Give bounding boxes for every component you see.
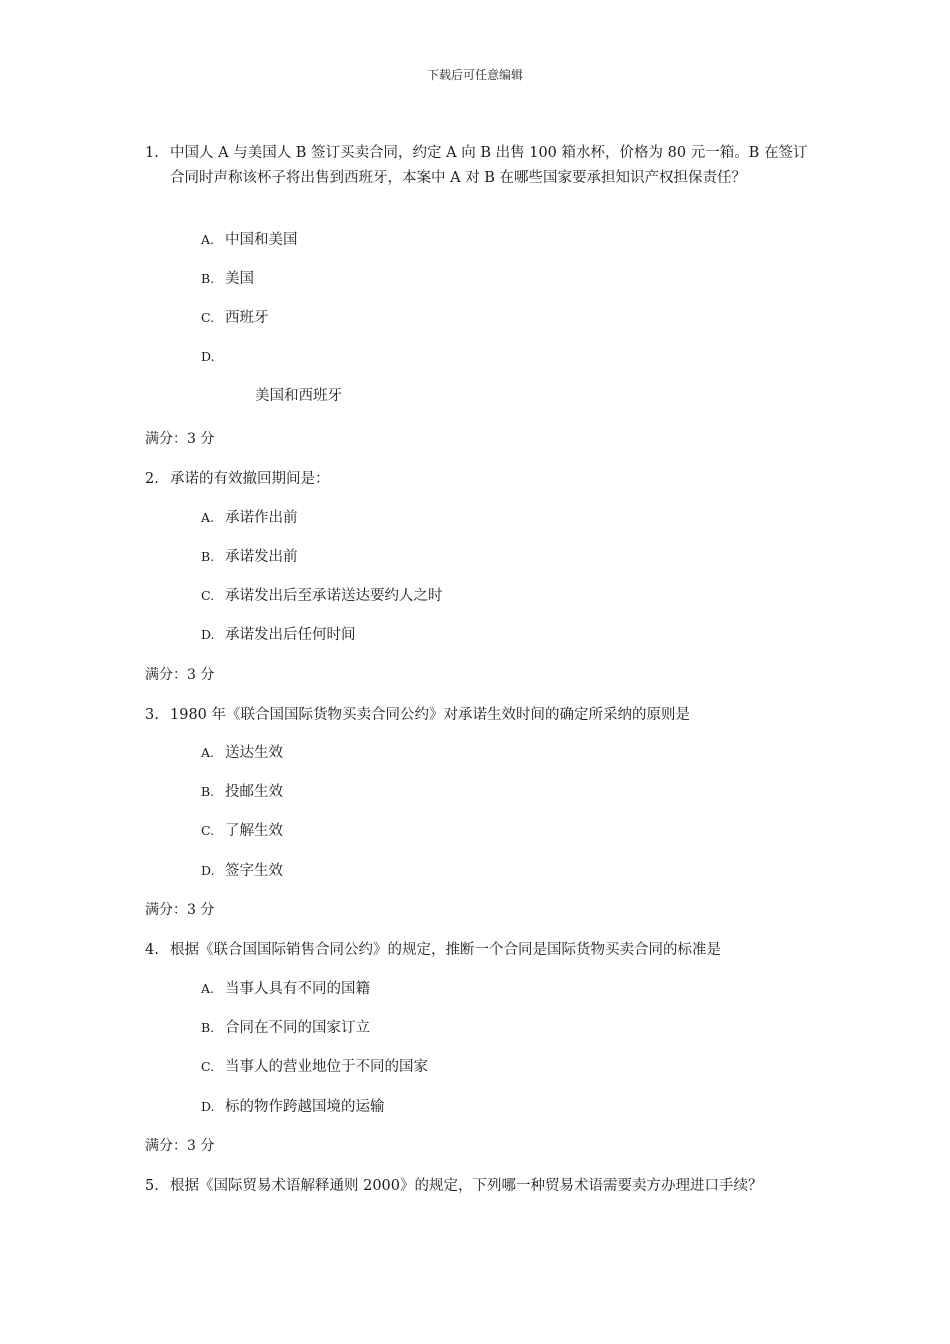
score-label: 满分：3 分 xyxy=(145,431,215,447)
option-letter: A. xyxy=(201,232,215,247)
question-stem: 1980 年《联合国国际货物买卖合同公约》对承诺生效时间的确定所采纳的原则是 xyxy=(170,707,691,723)
question-number: 3. xyxy=(145,707,159,723)
option-a xyxy=(201,979,370,999)
score-label: 满分：3 分 xyxy=(145,667,215,683)
option-text: 标的物作跨越国境的运输 xyxy=(225,1099,385,1115)
question-stem: 中国人 A 与美国人 B 签订买卖合同，约定 A 向 B 出售 100 箱水杯，价格为 80 元一箱。B 在签订合同时声称该杯子将出售到西班牙，本案中 A 对 B 在哪些国家要承担知识产权担保责任？ xyxy=(170,145,808,186)
option-letter: B. xyxy=(201,549,215,564)
option-d xyxy=(201,861,283,881)
question-number: 1. xyxy=(145,145,159,161)
option-d xyxy=(201,625,356,645)
question-stem: 根据《联合国国际销售合同公约》的规定，推断一个合同是国际货物买卖合同的标准是 xyxy=(170,942,721,958)
option-letter: C. xyxy=(201,588,215,603)
option-c xyxy=(201,586,443,606)
option-b xyxy=(201,269,254,289)
score-label: 满分：3 分 xyxy=(145,902,215,918)
option-text: 当事人具有不同的国籍 xyxy=(225,981,370,997)
option-text: 了解生效 xyxy=(225,823,283,839)
option-a xyxy=(201,230,298,250)
option-letter: B. xyxy=(201,1020,215,1035)
option-c xyxy=(201,308,269,328)
question-number: 4. xyxy=(145,942,159,958)
option-d xyxy=(201,1097,385,1117)
option-letter: C. xyxy=(201,823,215,838)
option-letter: A. xyxy=(201,510,215,525)
option-letter: C. xyxy=(201,1059,215,1074)
option-text: 承诺发出后至承诺送达要约人之时 xyxy=(225,588,443,604)
option-text: 合同在不同的国家订立 xyxy=(225,1020,370,1036)
option-a xyxy=(201,508,298,528)
option-text: 签字生效 xyxy=(225,863,283,879)
option-letter: D. xyxy=(201,863,215,878)
option-text: 当事人的营业地位于不同的国家 xyxy=(225,1059,428,1075)
option-text: 中国和美国 xyxy=(225,232,298,248)
option-c xyxy=(201,821,283,841)
option-text: 承诺作出前 xyxy=(225,510,298,526)
option-text: 送达生效 xyxy=(225,745,283,761)
question-stem: 根据《国际贸易术语解释通则 2000》的规定，下列哪一种贸易术语需要卖方办理进口手续？ xyxy=(170,1178,763,1194)
option-c xyxy=(201,1057,428,1077)
question-stem: 承诺的有效撤回期间是： xyxy=(170,471,330,487)
option-d-text: 美国和西班牙 xyxy=(255,388,342,404)
option-text: 承诺发出前 xyxy=(225,549,298,565)
option-d xyxy=(201,347,225,367)
question-number: 2. xyxy=(145,471,159,487)
header-note: 下载后可任意编辑 xyxy=(426,68,523,82)
option-letter: B. xyxy=(201,271,215,286)
option-letter: C. xyxy=(201,310,215,325)
option-letter: D. xyxy=(201,627,215,642)
option-text: 承诺发出后任何时间 xyxy=(225,627,356,643)
option-b xyxy=(201,782,283,802)
option-text: 美国 xyxy=(225,271,254,287)
option-b xyxy=(201,547,298,567)
question-number: 5. xyxy=(145,1178,159,1194)
option-letter: A. xyxy=(201,981,215,996)
question-3 xyxy=(145,703,815,728)
question-1 xyxy=(145,141,815,191)
question-4 xyxy=(145,938,815,963)
option-a xyxy=(201,743,283,763)
option-text: 西班牙 xyxy=(225,310,269,326)
option-letter: D. xyxy=(201,349,215,364)
option-letter: A. xyxy=(201,745,215,760)
option-letter: D. xyxy=(201,1099,215,1114)
option-text: 投邮生效 xyxy=(225,784,283,800)
option-letter: B. xyxy=(201,784,215,799)
question-2 xyxy=(145,467,815,492)
question-5 xyxy=(145,1174,815,1199)
option-b xyxy=(201,1018,370,1038)
score-label: 满分：3 分 xyxy=(145,1138,215,1154)
